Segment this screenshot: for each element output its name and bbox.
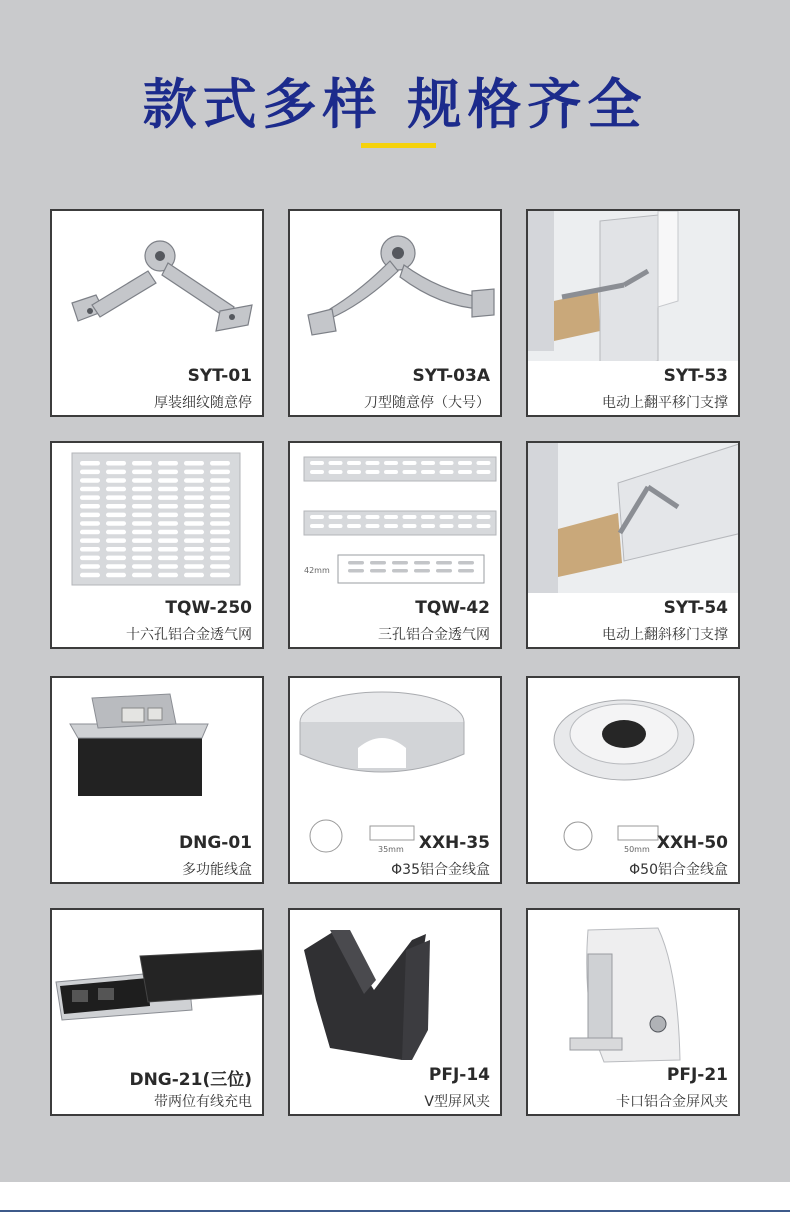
- product-description: 电动上翻斜移门支撑: [602, 627, 728, 643]
- product-card-syt-54[interactable]: [526, 441, 740, 649]
- product-card-dng-21[interactable]: [50, 908, 264, 1116]
- product-code: XXH-35: [418, 833, 490, 853]
- cabinet-lift-icon: [528, 443, 740, 649]
- grommet-icon: [290, 678, 502, 884]
- product-code: TQW-42: [415, 598, 490, 618]
- product-description: 三孔铝合金透气网: [378, 627, 490, 643]
- bottom-divider: [0, 1210, 790, 1212]
- product-card-tqw-250[interactable]: [50, 441, 264, 649]
- cabinet-lift-icon: [528, 211, 740, 417]
- product-card-tqw-42[interactable]: [288, 441, 502, 649]
- product-description: 厚装细纹随意停: [154, 395, 252, 411]
- svg-text:50mm: 50mm: [624, 845, 650, 854]
- product-code: XXH-50: [656, 833, 728, 853]
- product-code: SYT-03A: [412, 366, 490, 386]
- stay-hinge-icon: [52, 211, 264, 417]
- product-code: SYT-01: [187, 366, 252, 386]
- product-card-xxh-50[interactable]: [526, 676, 740, 884]
- product-description: 带两位有线充电: [154, 1094, 252, 1110]
- svg-text:35mm: 35mm: [378, 845, 404, 854]
- product-code: PFJ-14: [428, 1065, 490, 1085]
- product-card-syt-01[interactable]: [50, 209, 264, 417]
- svg-text:42mm: 42mm: [304, 566, 330, 575]
- product-code: SYT-53: [663, 366, 728, 386]
- product-description: 刀型随意停（大号）: [364, 395, 490, 411]
- v-clamp-icon: [290, 910, 502, 1116]
- vent-strip-icon: [290, 443, 502, 649]
- product-description: Φ35铝合金线盒: [391, 862, 490, 878]
- product-description: 十六孔铝合金透气网: [126, 627, 252, 643]
- product-card-syt-03a[interactable]: [288, 209, 502, 417]
- popup-socket-icon: [52, 678, 264, 884]
- product-card-xxh-35[interactable]: [288, 676, 502, 884]
- product-card-dng-01[interactable]: [50, 676, 264, 884]
- product-card-pfj-21[interactable]: [526, 908, 740, 1116]
- title-underline: [361, 143, 436, 148]
- product-description: 电动上翻平移门支撑: [602, 395, 728, 411]
- product-card-syt-53[interactable]: [526, 209, 740, 417]
- product-code: DNG-21(三位): [129, 1070, 252, 1090]
- grommet-brush-icon: [528, 678, 740, 884]
- knife-stay-hinge-icon: [290, 211, 502, 417]
- page-title: 款式多样 规格齐全: [142, 73, 648, 136]
- screen-clamp-icon: [528, 910, 740, 1116]
- product-description: V型屏风夹: [424, 1094, 490, 1110]
- vent-grille-icon: [52, 443, 264, 649]
- product-description: 多功能线盒: [182, 862, 252, 878]
- product-code: PFJ-21: [666, 1065, 728, 1085]
- product-code: SYT-54: [663, 598, 728, 618]
- product-description: Φ50铝合金线盒: [629, 862, 728, 878]
- product-code: TQW-250: [165, 598, 252, 618]
- product-card-pfj-14[interactable]: [288, 908, 502, 1116]
- product-code: DNG-01: [178, 833, 252, 853]
- product-description: 卡口铝合金屏风夹: [616, 1094, 728, 1110]
